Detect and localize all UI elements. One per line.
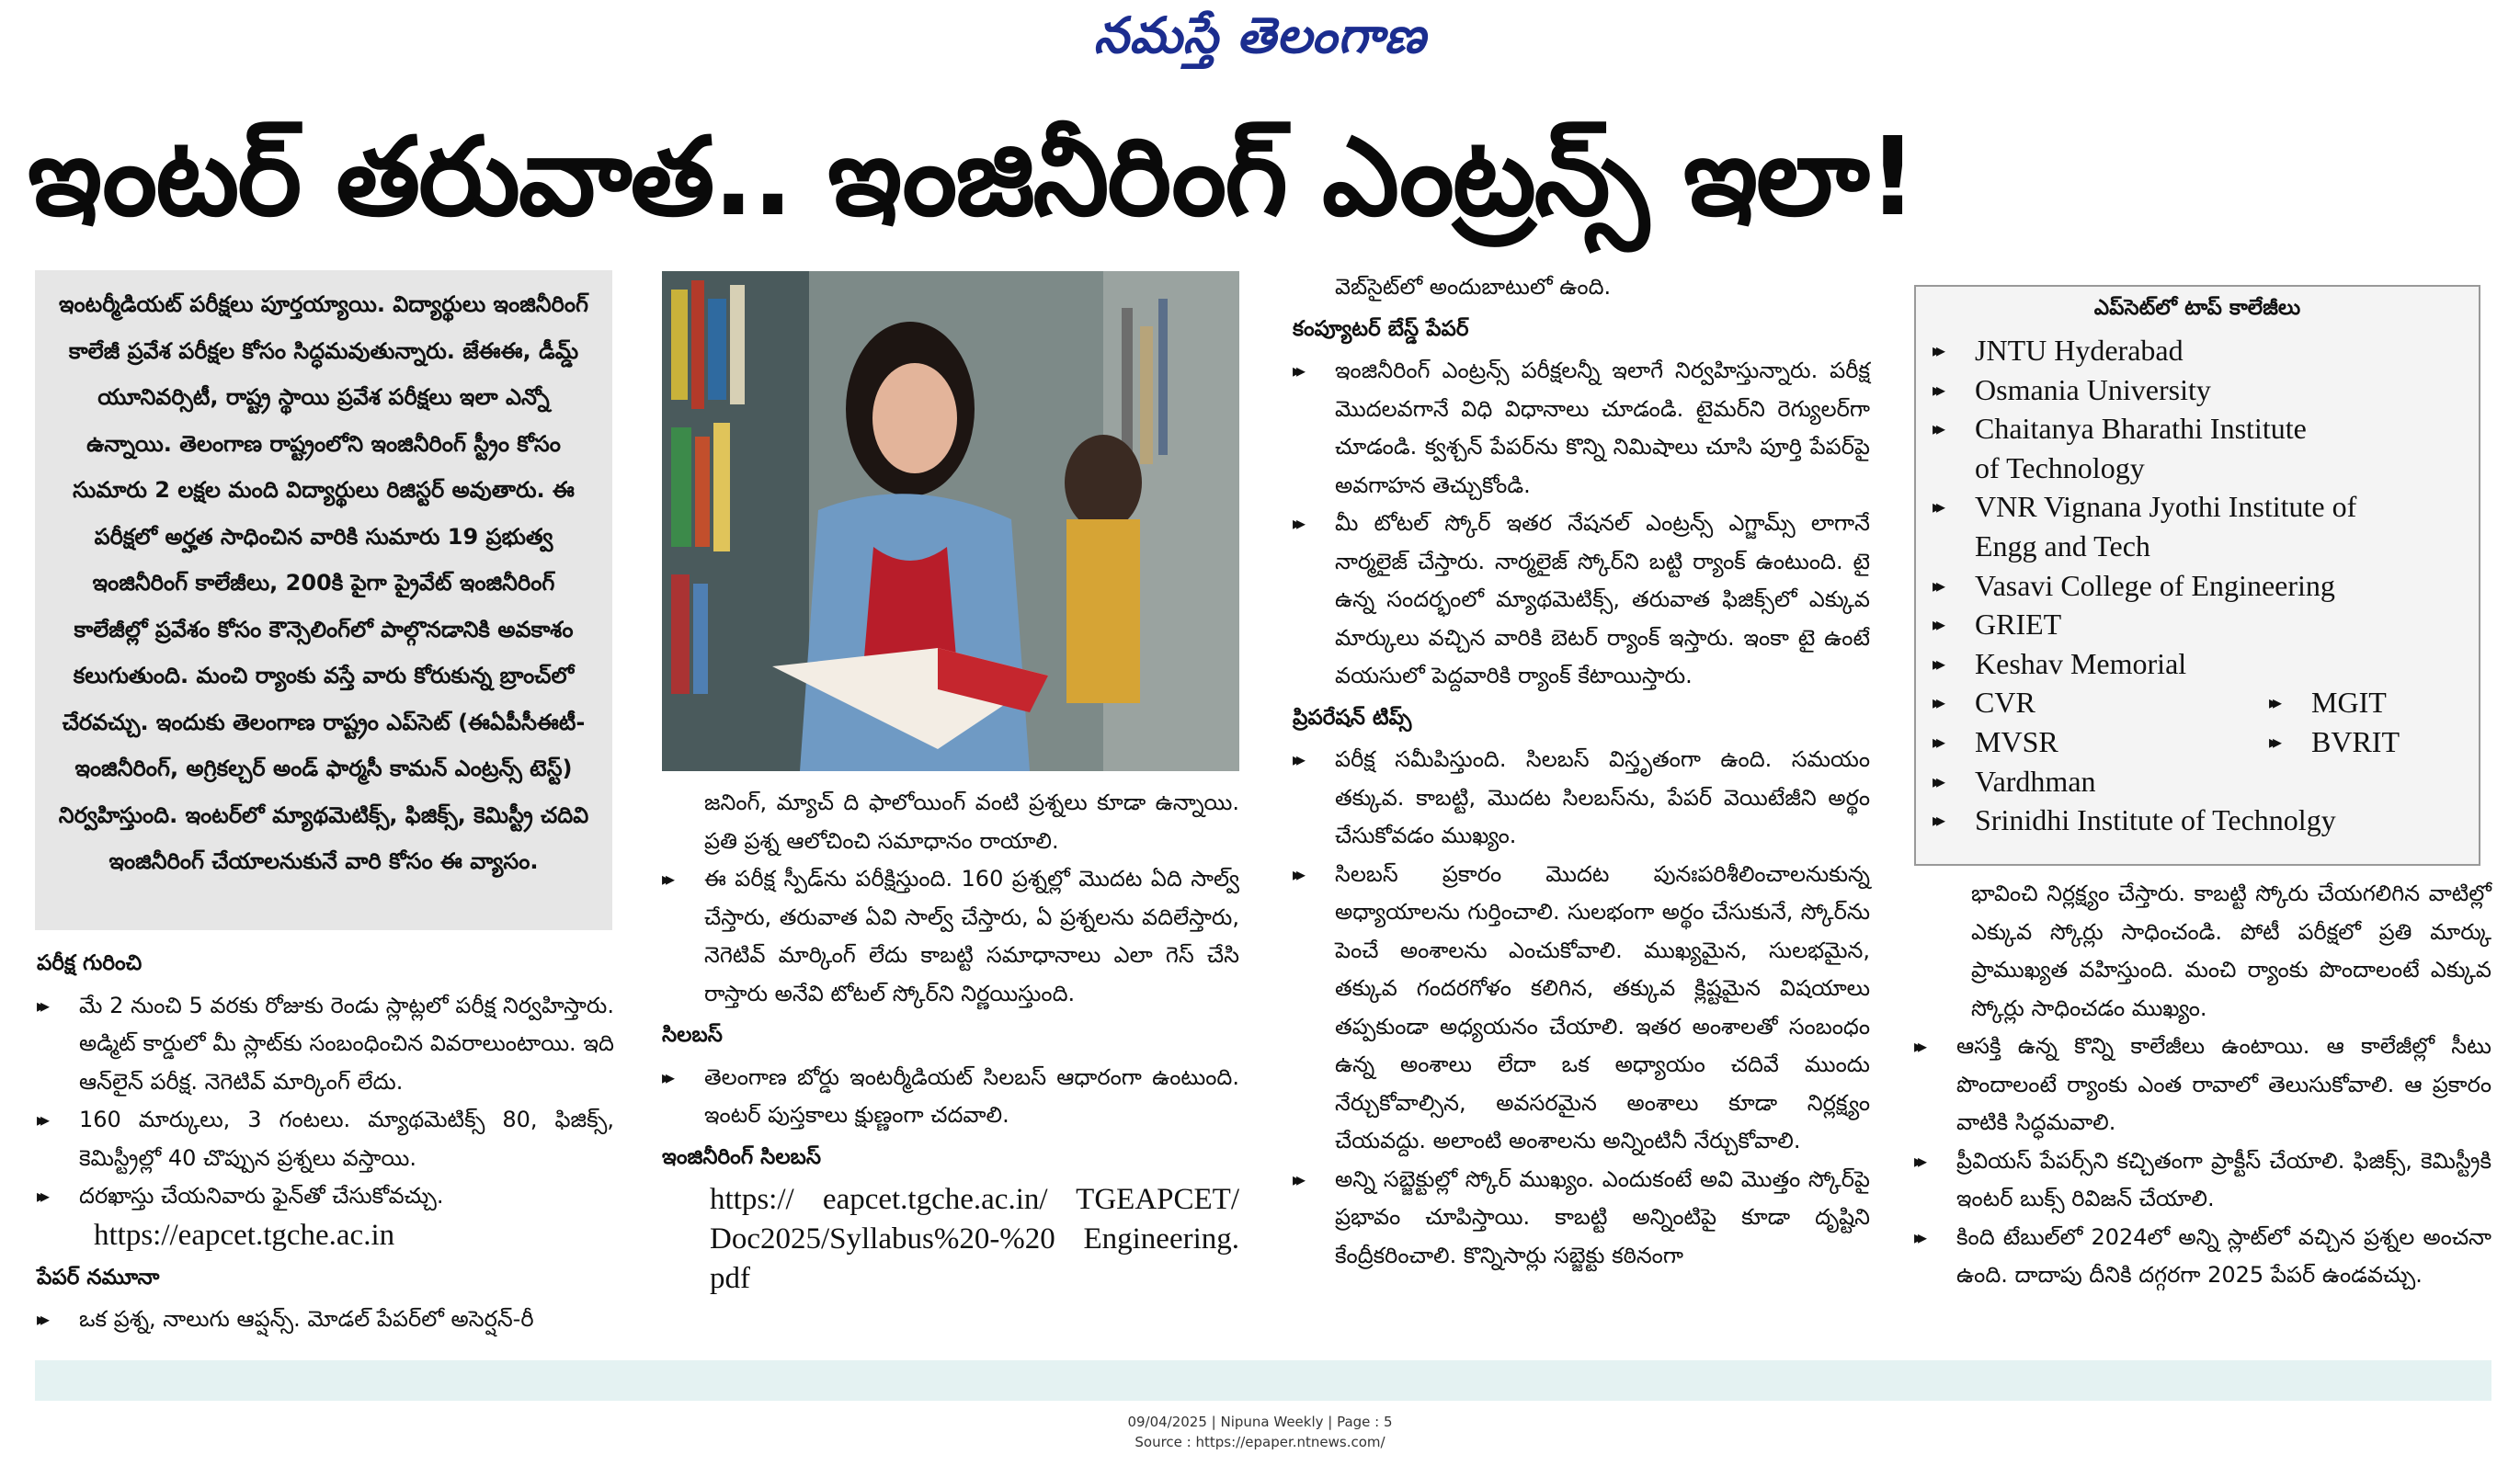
newspaper-logo: నమస్తే తెలంగాణ [1093,6,1427,64]
eapcet-url: https://eapcet.tgche.ac.in [94,1218,395,1252]
subheading-about-exam: పరీక్ష గురించి [37,951,143,975]
intro-box [35,270,612,930]
student-reading-photo [662,271,1239,771]
college-pair [1933,683,2479,722]
box-title: ఎప్‌సెట్‌లో టాప్ కాలేజీలు [2093,296,2301,320]
subheading-paper-pattern: పేపర్ నమూనా [37,1265,160,1290]
page-footer [0,1412,2520,1452]
college-item: ▸▸ Osmania University [1933,370,2479,410]
bullet-paragraph: ▸▸ ఒక ప్రశ్న, నాలుగు ఆప్షన్స్. మోడల్ పేపర్‌లో అసెర్షన్-రీ [37,1301,614,1339]
college-item: ▸▸ Vardhman [1933,762,2479,801]
continued-paragraph: భావించి నిర్లక్ష్యం చేస్తారు. కాబట్టి స్కోరు చేయగలిగిన వాటిల్లో ఎక్కువ స్కోర్లు సాధించండి. పోటీ పరీక్షలో ప్రతి మార్కు ప్రాముఖ్యత వహిస్తుంది. మంచి ర్యాంకు పొందాలంటే ఎక్కువ స్కోర్లు సాధించడం ముఖ్యం. [1971,881,2491,1021]
college-item [2269,683,2387,722]
bullet-paragraph: ▸▸ అన్ని సబ్జెక్టుల్లో స్కోర్ ముఖ్యం. ఎందుకంటే అవి మొత్తం స్కోర్‌పై ప్రభావం చూపిస్తాయి. కాబట్టి అన్నింటిపై కూడా దృష్టిని కేంద్రీకరించాలి. కొన్నిసార్లు సబ్జెక్టు కఠినంగా [1293,1161,1870,1276]
college-name: BVRIT [2311,724,2400,758]
college-item [2269,722,2400,762]
footer-source: Source : https://epaper.ntnews.com/ [1135,1434,1385,1450]
bullet-paragraph: ▸▸ పరీక్ష సమీపిస్తుంది. సిలబస్ విస్తృతంగా ఉంది. సమయం తక్కువ. కాబట్టి, మొదట సిలబస్‌ను, పేపర్ వెయిటేజీని అర్థం చేసుకోవడం ముఖ్యం. [1293,741,1870,856]
college-item-continued: of Technology [1975,450,2145,484]
college-item: ▸▸ Srinidhi Institute of Technolgy [1933,801,2479,840]
masthead [0,0,2520,72]
subheading-engineering-syllabus: ఇంజినీరింగ్ సిలబస్ [662,1144,822,1169]
college-item: ▸▸ MVSR [1975,724,2058,758]
bullet-paragraph: ▸▸ మే 2 నుంచి 5 వరకు రోజుకు రెండు స్లాట్లలో పరీక్ష నిర్వహిస్తారు. అడ్మిట్ కార్డులో మీ స్లాట్‌కు సంబంధించిన వివరాలుంటాయి. ఇది ఆన్‌లైన్ పరీక్ష. నెగెటివ్ మార్కింగ్ లేదు. [37,987,614,1102]
bullet-paragraph: ▸▸ సిలబస్ ప్రకారం మొదట పునఃపరిశీలించాలనుకున్న అధ్యాయాలను గుర్తించాలి. సులభంగా అర్థం చేసుకునే, స్కోర్‌ను పెంచే అంశాలను ఎంచుకోవాలి. ముఖ్యమైన, సులభమైన, తక్కువ గందరగోళం కలిగిన, తక్కువ క్లిష్టమైన విషయాలు తప్పకుండా అధ్యయనం చేయాలి. ఇతర అంశాలతో సంబంధం ఉన్న అంశాలు లేదా ఒక అధ్యాయం చదివే ముందు నేర్చుకోవాల్సిన, అవసరమైన అంశాలు కూడా నిర్లక్ష్యం చేయవద్దు. అలాంటి అంశాలను అన్నింటినీ నేర్చుకోవాలి. [1293,856,1870,1161]
top-colleges-box [1914,285,2480,866]
college-name: MGIT [2311,686,2387,720]
college-item: ▸▸ VNR Vignana Jyothi Institute of [1933,487,2479,527]
bullet-paragraph: ▸▸ తెలంగాణ బోర్డు ఇంటర్మీడియట్ సిలబస్ ఆధారంగా ఉంటుంది. ఇంటర్ పుస్తకాలు క్షుణ్ణంగా చదవాలి. [662,1059,1239,1135]
college-item: ▸▸ GRIET [1933,605,2479,644]
column-3 [1293,268,1870,1275]
bullet-paragraph: ▸▸ ప్రీవియస్ పేపర్స్‌ని కచ్చితంగా ప్రాక్టీస్ చేయాలి. ఫిజిక్స్, కెమిస్ట్రీకి ఇంటర్ బుక్స్ రివిజన్ చేయాలి. [1914,1142,2491,1219]
subheading-syllabus: సిలబస్ [662,1023,723,1047]
college-item: ▸▸ Keshav Memorial [1933,644,2479,684]
headline: ఇంటర్ తరువాత.. ఇంజినీరింగ్ ఎంట్రన్స్ ఇలా! [28,113,1916,240]
bullet-paragraph: ▸▸ కింది టేబుల్‌లో 2024లో అన్ని స్లాట్‌లో వచ్చిన ప్రశ్నల అంచనా ఉంది. దాదాపు దీనికి దగ్గరగా 2025 పేపర్ ఉండవచ్చు. [1914,1219,2491,1295]
college-list [1916,331,2479,840]
college-item-continued: Engg and Tech [1975,528,2150,563]
footer-date-page: 09/04/2025 | Nipuna Weekly | Page : 5 [1127,1414,1393,1430]
intro-text: ఇంటర్మీడియట్ పరీక్షలు పూర్తయ్యాయి. విద్యార్థులు ఇంజినీరింగ్ కాలేజీ ప్రవేశ పరీక్షల కోసం సిద్ధమవుతున్నారు. జేఈఈ, డీమ్డ్ యూనివర్సిటీ, రాష్ట్ర స్థాయి ప్రవేశ పరీక్షలు ఇలా ఎన్నో ఉన్నాయి. తెలంగాణ రాష్ట్రంలోని ఇంజినీరింగ్ స్ట్రీం కోసం సుమారు 2 లక్షల మంది విద్యార్థులు రిజిస్టర్ అవుతారు. ఈ పరీక్షలో అర్హత సాధించిన వారికి సుమారు 19 ప్రభుత్వ ఇంజినీరింగ్ కాలేజీలు, 200కి పైగా ప్రైవేట్ ఇంజినీరింగ్ కాలేజీల్లో ప్రవేశం కోసం కౌన్సెలింగ్‌లో పాల్గొనడానికి అవకాశం కలుగుతుంది. మంచి ర్యాంకు వస్తే వారు కోరుకున్న బ్రాంచ్‌లో చేరవచ్చు. ఇందుకు తెలంగాణ రాష్ట్రం ఎప్‌సెట్ (ఈఏపీసీఈటీ- ఇంజినీరింగ్, అగ్రికల్చర్ అండ్ ఫార్మసీ కామన్ ఎంట్రన్స్ టెస్ట్) నిర్వహిస్తుంది. ఇంటర్‌లో మ్యాథమెటిక్స్, ఫిజిక్స్, కెమిస్ట్రీ చదివి ఇంజినీరింగ్ చేయాలనుకునే వారి కోసం ఈ వ్యాసం. [58,291,589,874]
bullet-paragraph: ▸▸ 160 మార్కులు, 3 గంటలు. మ్యాథమెటిక్స్ 80, ఫిజిక్స్, కెమిస్ట్రీల్లో 40 చొప్పున ప్రశ్నలు వస్తాయి. [37,1101,614,1177]
bullet-paragraph: ▸▸ దరఖాస్తు చేయనివారు ఫైన్‌తో చేసుకోవచ్చు. [37,1177,614,1216]
bullet-icon: ▸▸ [2269,691,2277,714]
bullet-paragraph: ▸▸ ఆసక్తి ఉన్న కొన్ని కాలేజీలు ఉంటాయి. ఆ కాలేజీల్లో సీటు పొందాలంటే ర్యాంకు ఎంత రావాలో తెలుసుకోవాలి. ఆ ప్రకారం వాటికి సిద్ధమవాలి. [1914,1028,2491,1142]
bullet-paragraph: ▸▸ ఈ పరీక్ష స్పీడ్‌ను పరీక్షిస్తుంది. 160 ప్రశ్నల్లో మొదట ఏది సాల్వ్ చేస్తారు, తరువాత ఏవి సాల్వ్ చేస్తారు, ఏ ప్రశ్నలను వదిలేస్తారు, నెగెటివ్ మార్కింగ్ లేదు కాబట్టి సమాధానాలు ఎలా గెస్ చేసి రాస్తారు అనేవి టోటల్ స్కోర్‌ని నిర్ణయిస్తుంది. [662,860,1239,1013]
subheading-preparation-tips: ప్రిపరేషన్ టిప్స్ [1293,705,1412,730]
college-item: ▸▸ Chaitanya Bharathi Institute [1933,409,2479,449]
column-2 [662,784,1239,1299]
bottom-strip [35,1360,2491,1401]
syllabus-url: https:// eapcet.tgche.ac.in/ TGEAPCET/ Doc2025/Syllabus%20-%20 Engineering. pdf [710,1183,1239,1295]
bullet-paragraph: ▸▸ ఇంజినీరింగ్ ఎంట్రన్స్ పరీక్షలన్నీ ఇలాగే నిర్వహిస్తున్నారు. పరీక్ష మొదలవగానే విధి విధానాలు చూడండి. టైమర్‌ని రెగ్యులర్‌గా చూడండి. క్వశ్చన్ పేపర్‌ను కొన్ని నిమిషాలు చూసి పూర్తి పేపర్‌పై అవగాహన తెచ్చుకోండి. [1293,352,1870,505]
continued-paragraph: వెబ్‌సైట్‌లో అందుబాటులో ఉంది. [1335,274,1612,300]
bullet-icon: ▸▸ [2269,730,2277,753]
college-item: ▸▸ Vasavi College of Engineering [1933,566,2479,606]
continued-paragraph: జనింగ్, మ్యాచ్ ది ఫాలోయింగ్ వంటి ప్రశ్నలు కూడా ఉన్నాయి. ప్రతి ప్రశ్న ఆలోచించి సమాధానం రాయాలి. [704,790,1239,854]
photo-illustration [662,271,1239,771]
college-item: ▸▸ CVR [1975,686,2035,720]
column-4 [1914,875,2491,1295]
college-item: ▸▸ JNTU Hyderabad [1933,331,2479,370]
college-pair [1933,722,2479,762]
bullet-paragraph: ▸▸ మీ టోటల్ స్కోర్ ఇతర నేషనల్ ఎంట్రన్స్ ఎగ్జామ్స్ లాగానే నార్మలైజ్ చేస్తారు. నార్మలైజ్ స్కోర్‌ని బట్టి ర్యాంక్ ఉంటుంది. టై ఉన్న సందర్భంలో మ్యాథమెటిక్స్, తరువాత ఫిజిక్స్‌లో ఎక్కువ మార్కులు వచ్చిన వారికి బెటర్ ర్యాంక్ ఇస్తారు. ఇంకా టై ఉంటే వయసులో పెద్దవారికి ర్యాంక్ కేటాయిస్తారు. [1293,505,1870,696]
column-1 [37,941,614,1339]
subheading-computer-based: కంప్యూటర్ బేస్డ్ పేపర్ [1293,316,1469,341]
